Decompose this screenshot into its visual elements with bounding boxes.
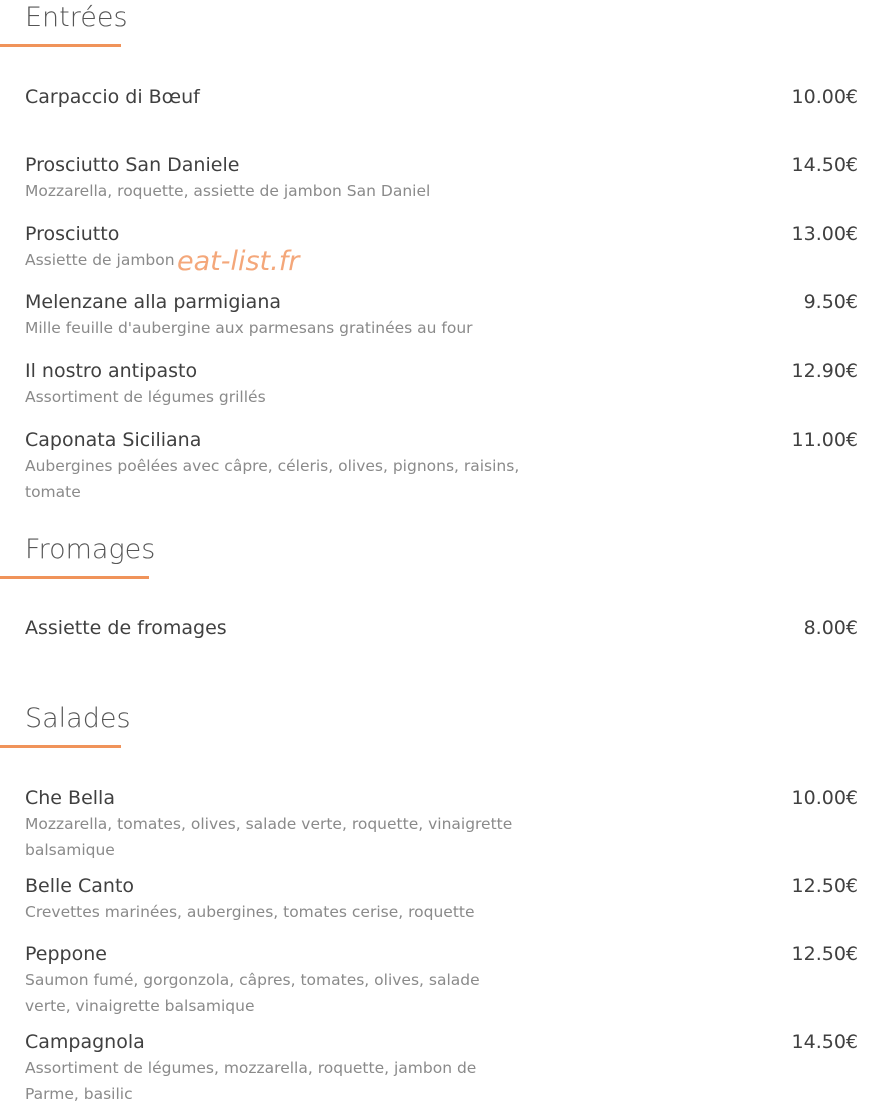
menu-item-campagnola — [25, 1029, 858, 1107]
item-price: 11.00€ — [791, 429, 858, 451]
section-title-salades: Salades — [25, 703, 131, 734]
item-name: Campagnola — [25, 1031, 145, 1053]
section-underline — [0, 44, 121, 47]
item-name: Melenzane alla parmigiana — [25, 291, 281, 313]
item-name: Il nostro antipasto — [25, 360, 198, 382]
item-price: 13.00€ — [791, 223, 858, 245]
item-name: Prosciutto — [25, 223, 120, 245]
item-name: Belle Canto — [25, 875, 135, 897]
item-description: Assortiment de légumes, mozzarella, roquette, jambon de Parme, basilic — [25, 1059, 477, 1103]
section-underline — [0, 745, 121, 748]
item-description: Mozzarella, roquette, assiette de jambon San Daniel — [25, 182, 431, 200]
item-name: Peppone — [25, 943, 107, 965]
menu-item-belle-canto — [25, 873, 858, 925]
section-title-entrees: Entrées — [25, 2, 128, 33]
item-price: 12.50€ — [791, 875, 858, 897]
menu-item-assiette-fromages — [25, 615, 858, 641]
item-price: 10.00€ — [791, 86, 858, 108]
item-price: 14.50€ — [791, 154, 858, 176]
item-name: Prosciutto San Daniele — [25, 154, 240, 176]
item-name: Che Bella — [25, 787, 115, 809]
watermark: eat-list.fr — [177, 246, 300, 277]
menu-item-prosciutto — [25, 221, 858, 273]
menu-item-che-bella — [25, 785, 858, 863]
item-description: Mozzarella, tomates, olives, salade verte, roquette, vinaigrette balsamique — [25, 815, 513, 859]
item-name: Assiette de fromages — [25, 617, 227, 639]
item-name: Caponata Siciliana — [25, 429, 202, 451]
item-price: 12.50€ — [791, 943, 858, 965]
section-underline — [0, 576, 149, 579]
item-description: Assiette de jambon — [25, 251, 175, 269]
item-description: Assortiment de légumes grillés — [25, 388, 266, 406]
item-price: 9.50€ — [803, 291, 858, 313]
menu-item-peppone — [25, 941, 858, 1019]
menu-item-carpaccio — [25, 84, 858, 110]
item-price: 14.50€ — [791, 1031, 858, 1053]
item-description: Mille feuille d'aubergine aux parmesans gratinées au four — [25, 319, 473, 337]
menu-item-antipasto — [25, 358, 858, 410]
menu-item-caponata — [25, 427, 858, 505]
menu-item-prosciutto-san-daniele — [25, 152, 858, 204]
item-price: 12.90€ — [791, 360, 858, 382]
section-title-fromages: Fromages — [25, 534, 156, 565]
item-description: Crevettes marinées, aubergines, tomates cerise, roquette — [25, 903, 475, 921]
item-name: Carpaccio di Bœuf — [25, 86, 200, 108]
item-price: 10.00€ — [791, 787, 858, 809]
menu-item-melenzane — [25, 289, 858, 341]
item-description: Aubergines poêlées avec câpre, céleris, olives, pignons, raisins, tomate — [25, 457, 520, 501]
item-description: Saumon fumé, gorgonzola, câpres, tomates, olives, salade verte, vinaigrette balsamique — [25, 971, 480, 1015]
item-price: 8.00€ — [803, 617, 858, 639]
